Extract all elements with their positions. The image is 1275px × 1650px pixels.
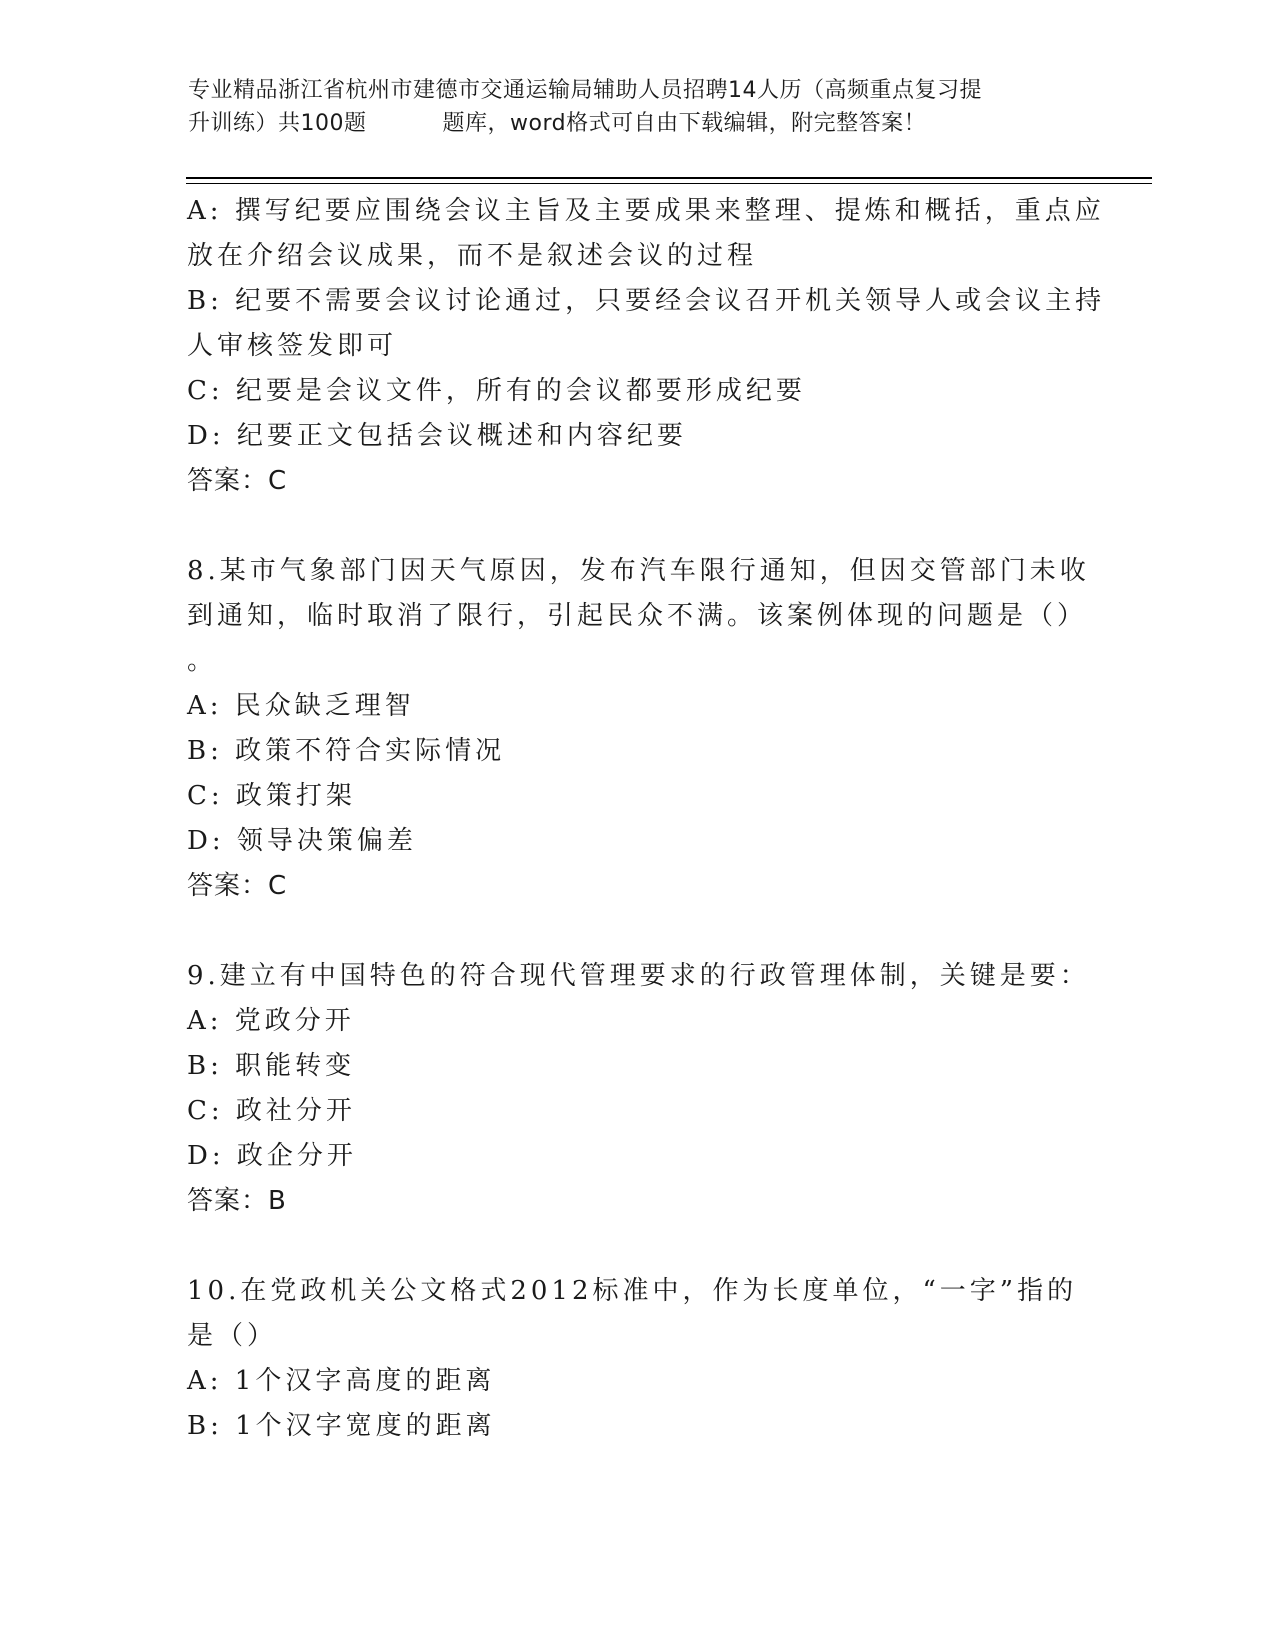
option-b: B: 职能转变 [187, 1051, 356, 1081]
option-d: D: 纪要正文包括会议概述和内容纪要 [187, 421, 687, 451]
option-c: C: 政策打架 [187, 781, 356, 811]
header-divider-thin [186, 183, 1152, 184]
question-7 [187, 189, 1107, 504]
header-line-2-part-1: 升训练）共100题 [188, 111, 367, 136]
option-a: A: 民众缺乏理智 [187, 691, 415, 721]
option-c: C: 政社分开 [187, 1096, 356, 1126]
option-a-line-2: 放在介绍会议成果，而不是叙述会议的过程 [187, 241, 758, 271]
question-9 [187, 954, 1107, 1224]
question-10 [187, 1269, 1107, 1449]
option-b: B: 1个汉字宽度的距离 [187, 1411, 496, 1441]
question-stem-line-1: 8.某市气象部门因天气原因，发布汽车限行通知，但因交管部门未收 [187, 556, 1090, 586]
option-b: B: 政策不符合实际情况 [187, 736, 506, 766]
question-stem-line-1: 10.在党政机关公文格式2012标准中，作为长度单位，“一字”指的 [187, 1276, 1078, 1306]
option-c: C: 纪要是会议文件，所有的会议都要形成纪要 [187, 376, 806, 406]
answer: 答案：B [187, 1186, 287, 1216]
page-header [188, 74, 1088, 140]
option-d: D: 政企分开 [187, 1141, 357, 1171]
question-8 [187, 549, 1107, 909]
header-divider-thick [186, 177, 1152, 179]
question-list [187, 189, 1107, 1449]
question-stem-line-2: 是（） [187, 1321, 278, 1351]
option-a: A: 1个汉字高度的距离 [187, 1366, 496, 1396]
answer: 答案：C [187, 466, 288, 496]
question-stem-line-2: 到通知，临时取消了限行，引起民众不满。该案例体现的问题是（） [187, 601, 1088, 631]
header-line-1: 专业精品浙江省杭州市建德市交通运输局辅助人员招聘14人历（高频重点复习提 [188, 78, 982, 103]
option-b-line-1: B: 纪要不需要会议讨论通过，只要经会议召开机关领导人或会议主持 [187, 286, 1106, 316]
question-stem-line-3: 。 [187, 646, 218, 676]
question-stem-line-1: 9.建立有中国特色的符合现代管理要求的行政管理体制，关键是要： [187, 961, 1090, 991]
answer: 答案：C [187, 871, 288, 901]
option-b-line-2: 人审核签发即可 [187, 331, 398, 361]
option-a: A: 党政分开 [187, 1006, 355, 1036]
option-a-line-1: A: 撰写纪要应围绕会议主旨及主要成果来整理、提炼和概括，重点应 [187, 196, 1105, 226]
header-line-2 [188, 107, 1088, 140]
header-line-2-part-2: 题库，word格式可自由下载编辑，附完整答案！ [442, 111, 927, 136]
option-d: D: 领导决策偏差 [187, 826, 417, 856]
